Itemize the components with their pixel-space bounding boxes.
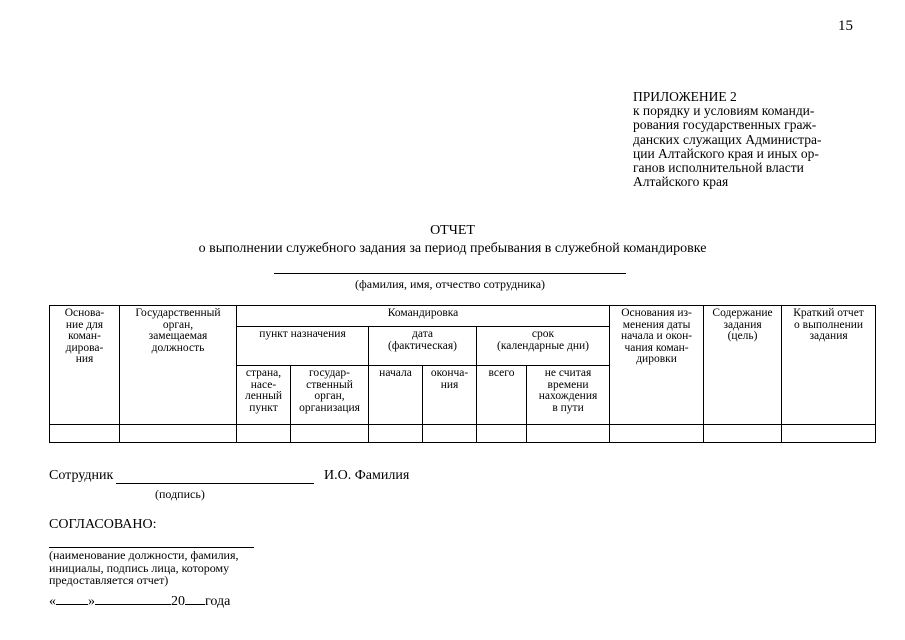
cell-gov-body[interactable]	[120, 425, 237, 443]
employee-name: И.О. Фамилия	[324, 468, 410, 483]
page-number: 15	[838, 18, 853, 34]
appendix-line: данских служащих Администра-	[633, 131, 822, 147]
header-short-report: Краткий отчет о выполнении задания	[782, 306, 876, 425]
cell-gov-org[interactable]	[291, 425, 369, 443]
cell-change-basis[interactable]	[610, 425, 704, 443]
appendix-line: рования государственных граж-	[633, 117, 817, 133]
appendix-line: ции Алтайского края и иных ор-	[633, 145, 819, 161]
header-start-date: начала	[369, 366, 423, 425]
header-excl-travel: не считая времени нахождения в пути	[527, 366, 610, 425]
date-year-blank[interactable]	[185, 592, 205, 605]
header-gov-org: государ- ственный орган, организация	[291, 366, 369, 425]
agreed-caption	[49, 549, 239, 587]
header-end-date: оконча- ния	[423, 366, 477, 425]
header-term: срок (календарные дни)	[477, 327, 610, 366]
cell-short-report[interactable]	[782, 425, 876, 443]
appendix-block	[633, 90, 821, 189]
header-task-content: Содержание задания (цель)	[704, 306, 782, 425]
cell-start-date[interactable]	[369, 425, 423, 443]
appendix-line: Алтайского края	[633, 174, 729, 190]
document-title: ОТЧЕТ	[430, 223, 475, 238]
header-date-actual: дата (фактическая)	[369, 327, 477, 366]
date-month-blank[interactable]	[95, 592, 171, 605]
date-close-quote: »	[88, 594, 95, 609]
header-basis: Основа- ние для коман- дирова- ния	[50, 306, 120, 425]
date-century: 20	[171, 594, 185, 609]
date-year-word: года	[205, 594, 231, 609]
header-trip: Командировка	[237, 306, 610, 327]
cell-task-content[interactable]	[704, 425, 782, 443]
document-subtitle: о выполнении служебного задания за период пребывания в служебной командировке	[198, 241, 707, 256]
employee-label: Сотрудник	[49, 468, 114, 483]
header-change-basis: Основания из- менения даты начала и окон- чания коман- дировки	[610, 306, 704, 425]
agreed-caption-line: (наименование должности, фамилия,	[49, 548, 239, 562]
header-destination: пункт назначения	[237, 327, 369, 366]
cell-total-days[interactable]	[477, 425, 527, 443]
employee-fio-line[interactable]	[274, 273, 626, 274]
report-table	[49, 305, 876, 443]
appendix-line: к порядку и условиям команди-	[633, 103, 815, 119]
table-row	[50, 425, 876, 443]
employee-signature-line[interactable]	[116, 483, 314, 484]
agreed-label: СОГЛАСОВАНО:	[49, 517, 157, 532]
cell-excl-travel[interactable]	[527, 425, 610, 443]
header-country: страна, насе- ленный пункт	[237, 366, 291, 425]
cell-basis[interactable]	[50, 425, 120, 443]
appendix-heading: ПРИЛОЖЕНИЕ 2	[633, 89, 737, 104]
date-open-quote: «	[49, 594, 56, 609]
agreed-caption-line: инициалы, подпись лица, которому	[49, 560, 230, 575]
date-row	[49, 592, 230, 610]
agreed-caption-line: предоставляется отчет)	[49, 573, 169, 587]
cell-country[interactable]	[237, 425, 291, 443]
cell-end-date[interactable]	[423, 425, 477, 443]
header-total-days: всего	[477, 366, 527, 425]
appendix-line: ганов исполнительной власти	[633, 160, 804, 176]
signature-caption: (подпись)	[155, 487, 205, 501]
employee-fio-caption: (фамилия, имя, отчество сотрудника)	[354, 277, 546, 291]
header-gov-body: Государственный орган, замещаемая должность	[120, 306, 237, 425]
date-day-blank[interactable]	[56, 592, 88, 605]
